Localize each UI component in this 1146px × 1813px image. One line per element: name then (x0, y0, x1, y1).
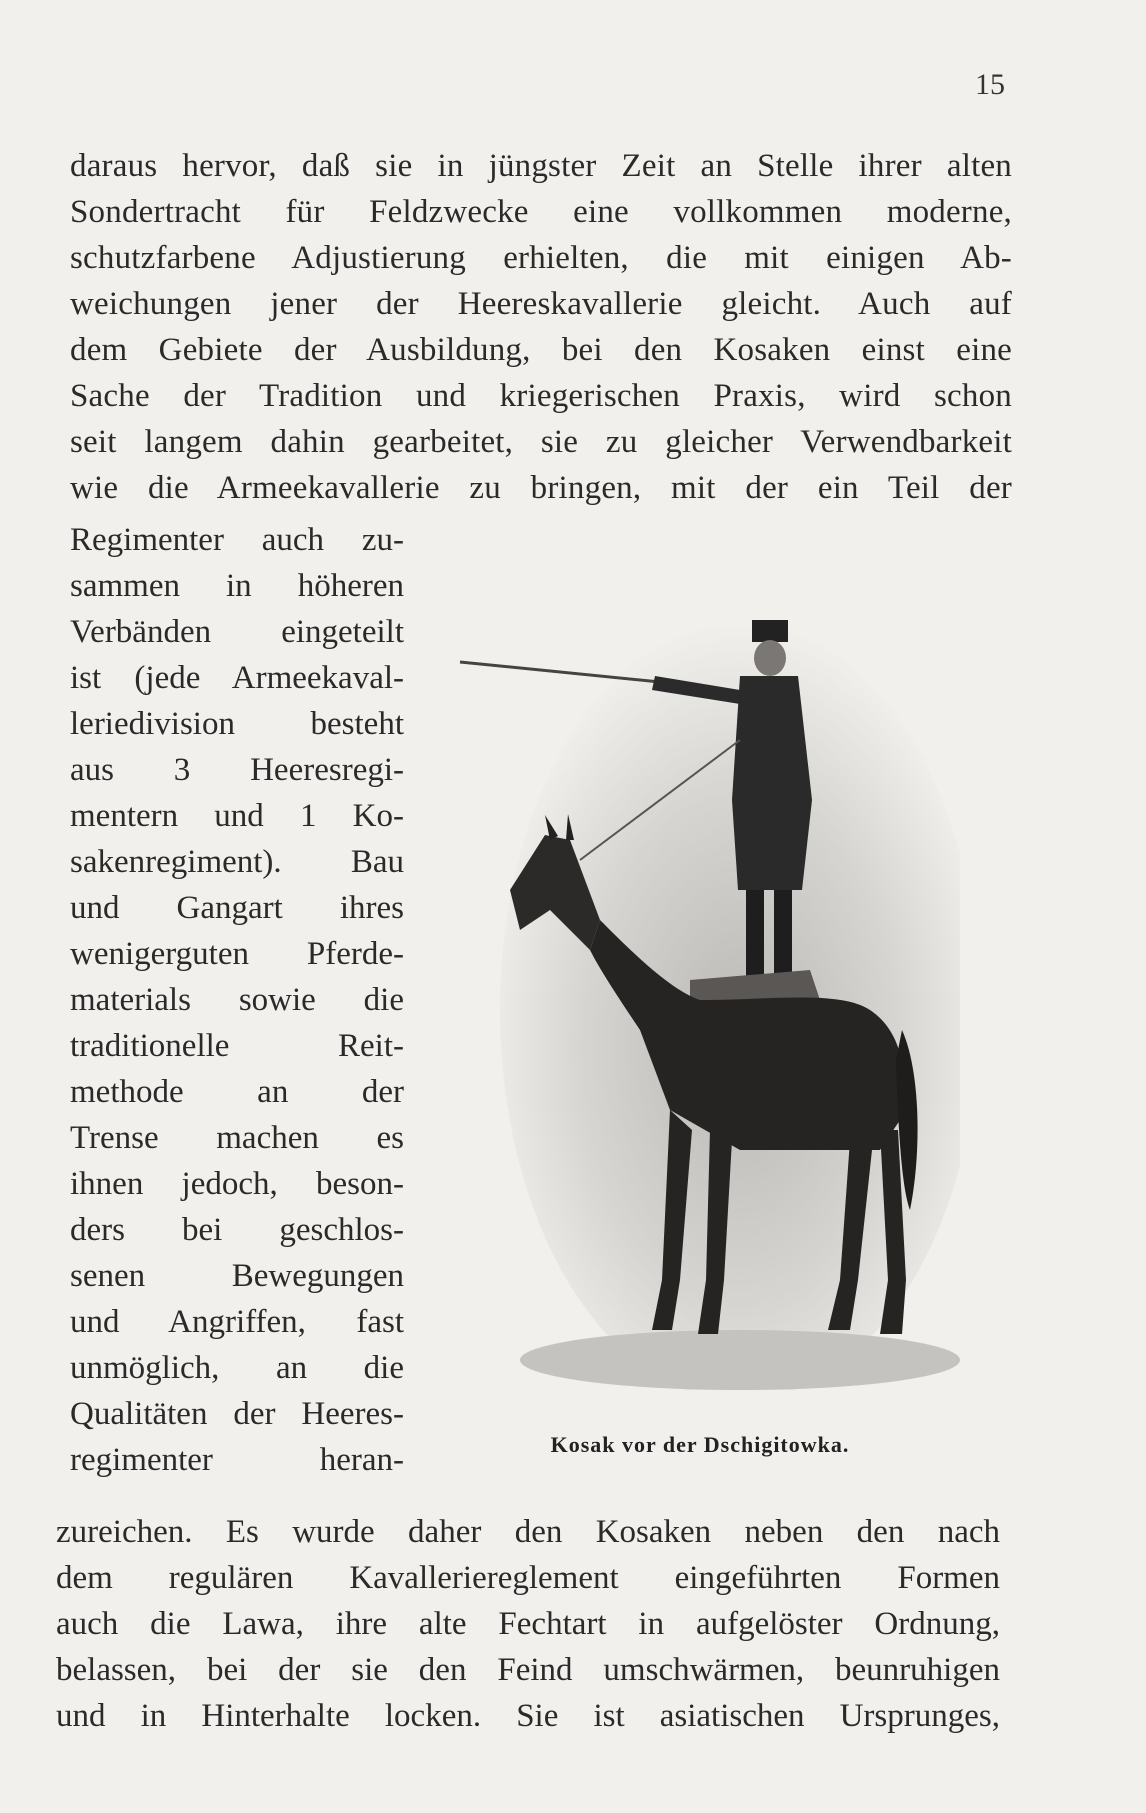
text-line: und Gangart ihres (70, 890, 404, 926)
text-line: sammen in höheren (70, 568, 404, 604)
text-line: wie die Armeekavallerie zu bringen, mit der ein Teil der (70, 470, 1012, 506)
text-line: dem Gebiete der Ausbildung, bei den Kosaken einst eine (70, 332, 1012, 368)
text-line: mentern und 1 Ko- (70, 798, 404, 834)
text-line: und in Hinterhalte locken. Sie ist asiatischen Ursprunges, (56, 1698, 1000, 1734)
text-line: methode an der (70, 1074, 404, 1110)
text-line: seit langem dahin gearbeitet, sie zu gleicher Verwendbarkeit (70, 424, 1012, 460)
text-line: senen Bewegungen (70, 1258, 404, 1294)
page-number: 15 (975, 68, 1005, 101)
text-line: schutzfarbene Adjustierung erhielten, die mit einigen Ab- (70, 240, 1012, 276)
text-line: ders bei geschlos- (70, 1212, 404, 1248)
text-line: sakenregiment). Bau (70, 844, 404, 880)
text-line: unmöglich, an die (70, 1350, 404, 1386)
figure-caption: Kosak vor der Dschigitowka. (550, 1432, 850, 1457)
rider-leg (774, 890, 792, 980)
rider-leg (746, 890, 764, 980)
text-line: Qualitäten der Heeres- (70, 1396, 404, 1432)
text-line: Sondertracht für Feldzwecke eine vollkommen moderne, (70, 194, 1012, 230)
text-line: daraus hervor, daß sie in jüngster Zeit an Stelle ihrer alten (70, 148, 1012, 184)
rider-head (754, 640, 786, 676)
ground-shadow (520, 1330, 960, 1390)
text-line: aus 3 Heeresregi- (70, 752, 404, 788)
text-line: dem regulären Kavalleriereglement eingeführten Formen (56, 1560, 1000, 1596)
text-line: auch die Lawa, ihre alte Fechtart in aufgelöster Ordnung, (56, 1606, 1000, 1642)
text-line: ist (jede Armeekaval- (70, 660, 404, 696)
text-line: ihnen jedoch, beson- (70, 1166, 404, 1202)
text-line: leriedivision besteht (70, 706, 404, 742)
text-line: Regimenter auch zu- (70, 522, 404, 558)
text-line: und Angriffen, fast (70, 1304, 404, 1340)
text-line: wenigerguten Pferde- (70, 936, 404, 972)
cossack-illustration (440, 590, 960, 1390)
text-line: Sache der Tradition und kriegerischen Praxis, wird schon (70, 378, 1012, 414)
text-line: traditionelle Reit- (70, 1028, 404, 1064)
text-line: Trense machen es (70, 1120, 404, 1156)
text-line: belassen, bei der sie den Feind umschwärmen, beunruhigen (56, 1652, 1000, 1688)
rider-hat (752, 620, 788, 642)
text-line: materials sowie die (70, 982, 404, 1018)
text-line: weichungen jener der Heereskavallerie gleicht. Auch auf (70, 286, 1012, 322)
cossack-horse-figure (440, 590, 960, 1390)
text-line: regimenter heran- (70, 1442, 404, 1478)
rider-coat (732, 676, 812, 890)
text-line: zureichen. Es wurde daher den Kosaken neben den nach (56, 1514, 1000, 1550)
text-line: Verbänden eingeteilt (70, 614, 404, 650)
